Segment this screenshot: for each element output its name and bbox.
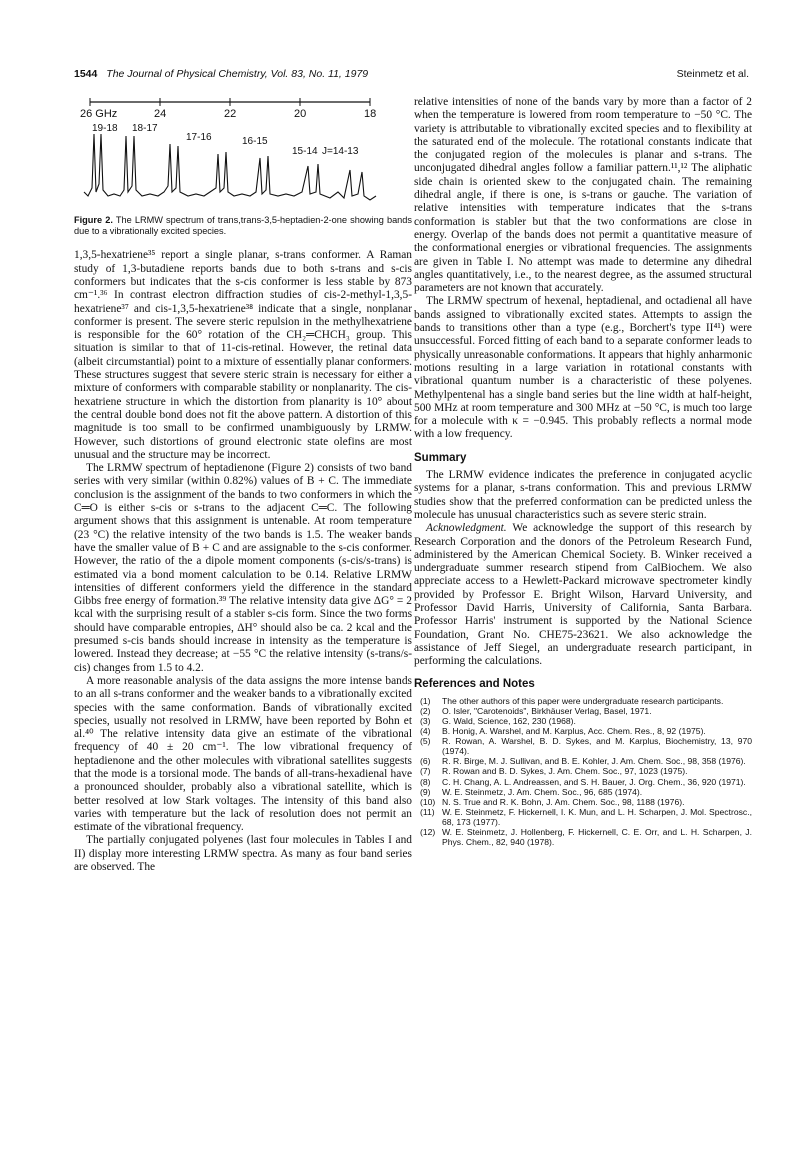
journal-citation: The Journal of Physical Chemistry, Vol. 83, No. 11, 1979 [106, 68, 369, 80]
reference-number: (3) [420, 715, 431, 726]
reference-item [414, 766, 752, 776]
reference-text: W. E. Steinmetz, F. Hickernell, I. K. Mun, and L. H. Scharpen, J. Mol. Spectrosc., 68, 173 (1977). [442, 806, 752, 827]
reference-item [414, 797, 752, 807]
reference-item [414, 696, 752, 706]
reference-number: (8) [420, 776, 431, 787]
band-label: 16-15 [242, 136, 268, 147]
reference-number: (11) [420, 806, 435, 817]
paragraph: 1,3,5-hexatriene³⁵ report a single planar, s-trans conformer. A Raman study of 1,3-butadiene reports bands due to both s-trans and s-cis conformers but indicates that the s-cis conformer is less stable by 873 cm⁻¹.³⁶ In contrast electron diffraction studies of cis-2-methyl-1,3,5-hexatriene³⁷ and cis-1,3,5-hexatriene³⁸ indicate that a single, nonplanar conformer is present. The severe steric repulsion in the methylhexatriene is responsible for the 60° rotation of the CH₂═CHCH₃ group. This situation is similar to that of 11-cis-retinal. However, the retinal data (albeit circumstantial) point to a mixture of essentially planar conformers. These structures suggest that severe steric strain is necessary for either a mixture of conformers with comparable stability or nonplanarity. The cis-hexatriene structure in which the distortion from planarity is 10° about the central double bond does not fit the above pattern. A distortion of this magnitude is too small to be confirmed unambiguously by LRMW. However, such distortions of ground electronic state olefins are most unusual and the structure may be incorrect. [74, 249, 412, 461]
figure-caption-label: Figure 2. [74, 215, 113, 225]
figure-caption-text: The LRMW spectrum of trans,trans-3,5-heptadien-2-one showing bands due to a vibrationally excited species. [74, 215, 412, 237]
reference-number: (12) [420, 826, 436, 837]
spectrum-trace [84, 134, 376, 200]
reference-item [414, 807, 752, 827]
running-authors: Steinmetz et al. [676, 68, 749, 80]
reference-text: B. Honig, A. Warshel, and M. Karplus, Acc. Chem. Res., 8, 92 (1975). [442, 726, 706, 737]
reference-text: W. E. Steinmetz, J. Hollenberg, F. Hickernell, C. E. Orr, and L. H. Scharpen, J. Phys. Chem., 82, 940 (1978). [442, 826, 752, 848]
reference-text: R. R. Birge, M. J. Sullivan, and B. E. Kohler, J. Am. Chem. Soc., 98, 358 (1976). [442, 756, 746, 767]
band-label: J=14-13 [322, 146, 359, 157]
band-label: 17-16 [186, 132, 212, 143]
paragraph: relative intensities of none of the bands vary by more than a factor of 2 when the temperature is lowered from room temperature to −50 °C. The variety is attributable to vibrationally excited species and to flexibility at the saturated end of the molecule. The rotational constants indicate that the conjugated region of the molecules is planar and s-trans. The unconjugated dihedral angles follow a familiar pattern.¹¹,¹² The aliphatic side chain is oriented skew to the conjugated chain. The remaining dihedral angle, if there is one, is s-trans or gauche. The variation of relative intensities with temperature indicates that the s-trans conformation is stabler but that the two conformations are close in energy. Overlap of the bands does not permit a quantitative measure of the conformational energies or vibrational frequencies. The assignments are given in Table I. No attempt was made to determine any dihedral angles quantitatively, i.e., to the nearest degree, as the assumed structural parameters are not known that accurately. [414, 96, 752, 295]
reference-item [414, 827, 752, 847]
reference-number: (10) [420, 796, 436, 807]
reference-number: (6) [420, 756, 431, 767]
left-column [74, 96, 412, 874]
acknowledgment-label: Acknowledgment. [426, 522, 507, 535]
reference-number: (9) [420, 786, 431, 797]
spectrum-plot [80, 96, 380, 211]
references-list [414, 696, 752, 847]
paragraph: A more reasonable analysis of the data assigns the more intense bands to an all s-trans conformer and the weaker bands to a vibrationally excited species with the same conformation. Bands of vibrationally excited species, usually not resolved in LRMW, have been reported by Bohn et al.⁴⁰ The relative intensity data give an estimate of the vibrational frequency of 40 ± 20 cm⁻¹. The low vibrational frequency of heptadienone and the other molecules with vibrational satellites suggests that the mode is a torsional mode. The bands of all-trans-hexadienal have a pronounced shoulder, probably also a vibrational satellite, which is better resolved at low Stark voltages. The intensity of this band also varies with temperature but the lack of resolution does not permit an estimate of the vibrational frequency. [74, 674, 412, 834]
axis-label-18: 18 [364, 108, 377, 120]
reference-item [414, 706, 752, 716]
band-label: 18-17 [132, 123, 158, 134]
right-column [414, 96, 752, 847]
reference-text: R. Rowan, A. Warshel, B. D. Sykes, and M. Karplus, Biochemistry, 13, 970 (1974). [442, 736, 752, 757]
paragraph: The partially conjugated polyenes (last four molecules in Tables I and II) display more interesting LRMW spectra. As many as four band series are observed. The [74, 834, 412, 874]
paragraph: The LRMW spectrum of hexenal, heptadienal, and octadienal all have bands assigned to vibrationally excited states. Attempts to assign the bands to transitions other than a type (e.g., Borchert's type II⁴¹) were unsuccessful. Forced fitting of each band to a separate conformer leads to physically unreasonable conformations. It appears that highly anharmonic motions resulting in a large variation in rotational constants with vibrational quantum number is a characteristic of these polyenes. Methylpentenal has a single band series but the line width at half-height, 500 MHz at room temperature and 300 MHz at −50 °C, is much too large for a molecule with κ = −0.945. This probably reflects a normal mode with a low frequency. [414, 295, 752, 441]
reference-item [414, 726, 752, 736]
reference-text: G. Wald, Science, 162, 230 (1968). [442, 715, 576, 726]
running-header [74, 68, 749, 84]
summary-paragraph: The LRMW evidence indicates the preference in conjugated acyclic systems for a planar, s-trans conformation. This and previous LRMW studies show that the preferred conformation can be predicted unless the molecule has unusual characteristics such as severe steric strain. [414, 469, 752, 521]
axis-label-26: 26 GHz [80, 108, 118, 120]
axis-label-22: 22 [224, 108, 237, 120]
figure-2 [74, 96, 412, 211]
page-number: 1544 [74, 68, 98, 80]
references-heading: References and Notes [414, 678, 535, 691]
paragraph: The LRMW spectrum of heptadienone (Figure 2) consists of two band series with very similar (within 0.82%) values of B + C. The immediate conclusion is the assignment of the bands to two conformers in which the C═O is either s-cis or s-trans to the adjacent C═C. The following argument shows that this assignment is untenable. At room temperature (23 °C) the relative intensity of the two bands is 1.5. The weaker bands have the smaller value of B + C and are assignable to the s-cis conformer. However, the ratio of the a dipole moment components (s-cis/s-trans) is estimated via a bond moment calculation to be 0.14. Relative LRMW intensities of different conformers yield the difference in the standard Gibbs free energy of formation.³⁹ The relative intensity data give ΔG° = 2 kcal with the surprising result of a stabler s-cis form. Since the two forms should have comparable entropies, ΔH° should also be ca. 2 kcal and the presumed s-cis bands should increase in intensity as the temperature is lowered. Instead they decrease; at −55 °C the relative intensity (s-trans/s-cis) changes from 1.5 to 4.2. [74, 462, 412, 674]
band-label: 19-18 [92, 123, 118, 134]
reference-text: N. S. True and R. K. Bohn, J. Am. Chem. Soc., 98, 1188 (1976). [442, 796, 685, 807]
band-label: 15-14 [292, 146, 318, 157]
reference-item [414, 787, 752, 797]
axis-label-20: 20 [294, 108, 307, 120]
reference-number: (7) [420, 766, 431, 777]
reference-number: (5) [420, 736, 431, 747]
reference-item [414, 756, 752, 766]
acknowledgment-text: We acknowledge the support of this research by Research Corporation and the donors of the Petroleum Research Fund, administered by the American Chemical Society. B. Winker received a undergraduate summer research stipend from CalBiochem. We also appreciate access to a Hewlett-Packard microwave spectrometer kindly provided by Professor E. Bright Wilson, Harvard University, and Professor David Harris, University of California, Santa Barbara. Professor Harris' instrument is supported by the National Science Foundation, Grant No. CHE75-23621. We also acknowledge the assistance of Jeff Siegel, an undergraduate research participant, in performing the calculations. [414, 522, 752, 668]
reference-text: The other authors of this paper were undergraduate research participants. [442, 695, 724, 706]
reference-item [414, 777, 752, 787]
reference-text: W. E. Steinmetz, J. Am. Chem. Soc., 96, 685 (1974). [442, 786, 643, 797]
figure-caption [74, 215, 412, 237]
acknowledgment-paragraph [414, 522, 752, 668]
reference-number: (4) [420, 726, 431, 737]
reference-text: O. Isler, "Carotenoids", Birkhäuser Verlag, Basel, 1971. [442, 705, 652, 716]
summary-heading: Summary [414, 451, 467, 464]
reference-text: C. H. Chang, A. L. Andreassen, and S. H. Bauer, J. Org. Chem., 36, 920 (1971). [442, 776, 746, 787]
reference-number: (1) [420, 695, 431, 706]
axis-label-24: 24 [154, 108, 167, 120]
reference-text: R. Rowan and B. D. Sykes, J. Am. Chem. Soc., 97, 1023 (1975). [442, 766, 688, 777]
reference-number: (2) [420, 705, 431, 716]
reference-item [414, 716, 752, 726]
reference-item [414, 736, 752, 756]
